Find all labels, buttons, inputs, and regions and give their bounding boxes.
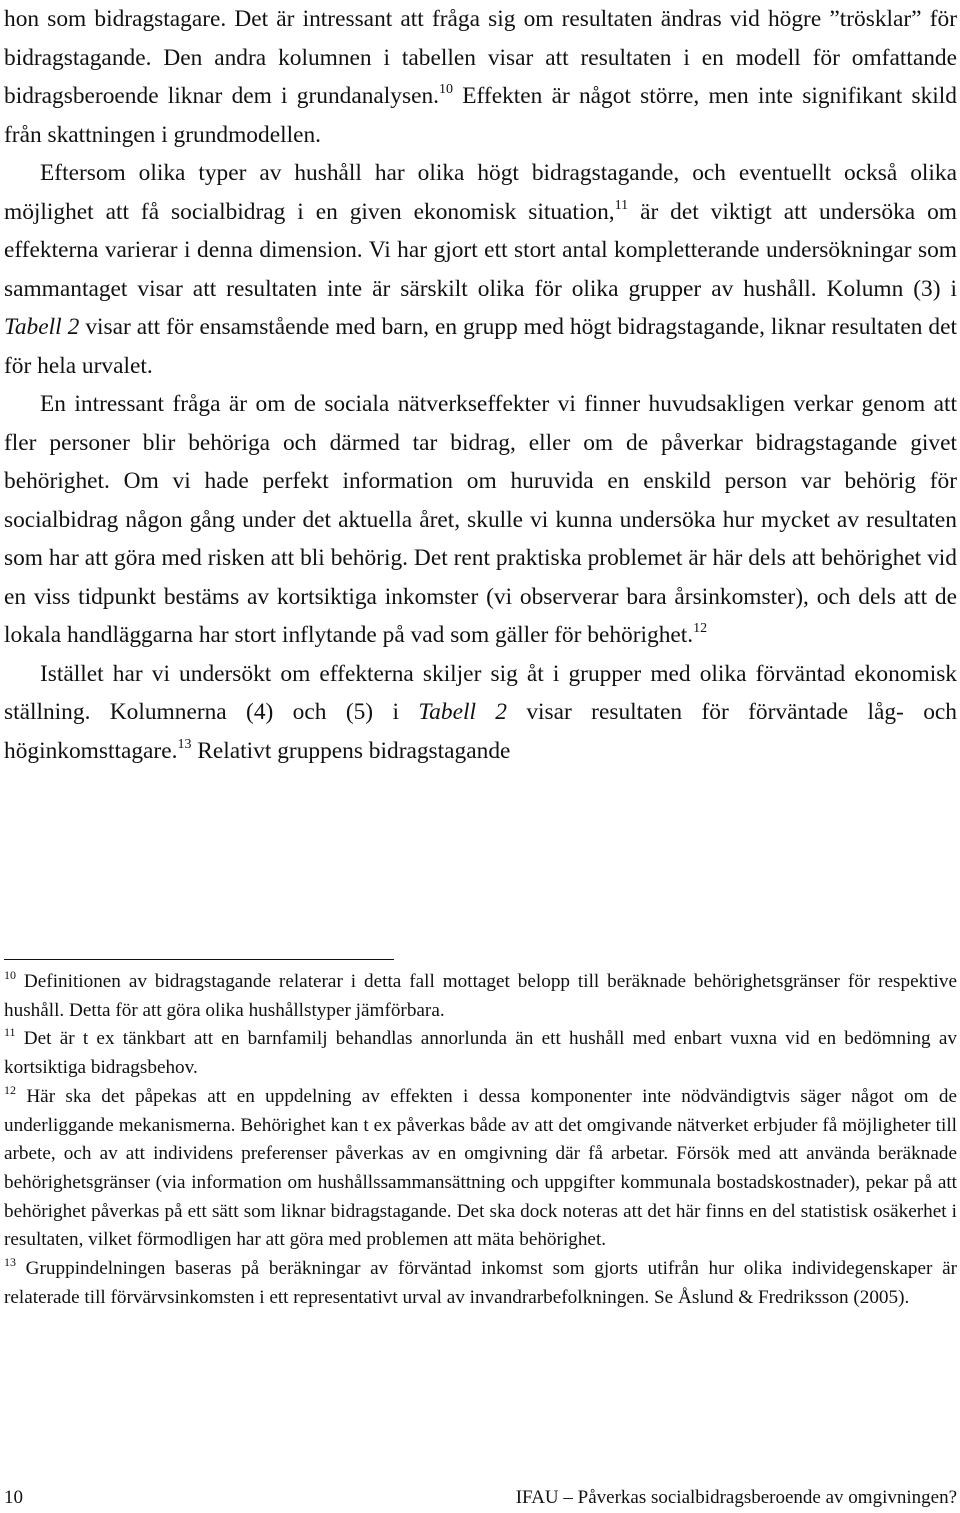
footnote-number: 13 [4,1255,16,1270]
paragraph-2: Eftersom olika typer av hushåll har olika högt bidragstagande, och eventuellt också olika möjlighet att få socialbidrag i en given ekonomisk situation,$^{11}$ är det viktigt att undersöka om effekterna varierar i denna dimension. Vi har gjort ett stort antal kompletterande undersökningar som sammantaget visar att resultaten inte är särskilt olika för olika grupper av hushåll. Kolumn (3) i Tabell 2 visar att för ensamstående med barn, en grupp med högt bidragstagande, liknar resultaten det för hela urvalet. [4,160,957,379]
footnote-number: 10 [4,968,16,982]
footnote-11: $^{11}$ Det är t ex tänkbart att en barnfamilj behandlas annorlunda än ett hushåll med enbart vuxna vid en bedömning av kortsiktiga bidragsbehov. [4,1025,957,1079]
page-number: 10 [4,1487,23,1508]
table-reference: Tabell 2 [4,314,80,340]
footnote-12: $^{12}$ Här ska det påpekas att en uppdelning av effekten i dessa komponenter inte nödvändigtvis säger något om de underliggande mekanismerna. Behörighet kan t ex påverkas både av att det omgivande nätverket erbjuder få möjligheter till arbete, och av att individens preferenser påverkas av en omgivning där få arbetar. Försök med att använda beräknade behörighetsgränser (via information om hushållssammansättning och uppgifter kommunala bostadskostnader), pekar på att behörighet påverkas på ett sätt som liknar bidragstagande. Det ska dock noteras att det här finns en del statistisk osäkerhet i resultaten, vilket förmodligen har att göra med problemen att mäta behörighet. [4,1082,957,1251]
footnote-10: $^{10}$ Definitionen av bidragstagande relaterar i detta fall mottaget belopp till beräknade behörighetsgränser för respektive hushåll. Detta för att göra olika hushållstyper jämförbara. [4,968,957,1021]
footnote-ref-12[interactable]: 12 [693,621,708,636]
paragraph-1: hon som bidragstagare. Det är intressant att fråga sig om resultaten ändras vid högre ”trösklar” för bidragstagande. Den andra kolumnen i tabellen visar att resultaten i en modell för omfattande bidragsberoende liknar dem i grundanalysen.$^{10}$ Effekten är något större, men inte signifikant skild från skattningen i grundmodellen. [4,6,957,148]
footnote-number: 12 [4,1082,16,1097]
paragraph-3: En intressant fråga är om de sociala nätverkseffekter vi finner huvudsakligen verkar genom att fler personer blir behöriga och därmed tar bidrag, eller om de påverkar bidragstagande givet behörighet. Om vi hade perfekt information om huruvida en enskild person var behörig för socialbidrag någon gång under det aktuella året, skulle vi kunna undersöka hur mycket av resultaten som har att göra med risken att bli behörig. Det rent praktiska problemet är här dels att behörighet vid en viss tidpunkt bestäms av kortsiktiga inkomster (vi observerar bara årsinkomster), och dels att de lokala handläggarna har stort inflytande på vad som gäller för behörighet.$^{12}$ [4,391,957,648]
footnote-ref-11[interactable]: 11 [614,197,629,213]
footnote-separator [4,959,394,960]
footnote-ref-10[interactable]: 10 [439,82,454,97]
footnote-number: 11 [4,1025,16,1040]
footnotes [4,968,957,1312]
paragraph-4: Istället har vi undersökt om effekterna skiljer sig åt i grupper med olika förväntad ekonomisk ställning. Kolumnerna (4) och (5) i Tabell 2 visar resultaten för förväntade låg- och höginkomsttagare.$^{13}$ Relativt gruppens bidragstagande [4,660,957,764]
table-reference: Tabell 2 [418,699,507,725]
footnote-13: $^{13}$ Gruppindelningen baseras på beräkningar av förväntad inkomst som gjorts utifrån hur olika individegenskaper är relaterade till förvärvsinkomsten i ett representativt urval av invandrarbefolkningen. Se Åslund & Fredriksson (2005). [4,1255,957,1308]
main-text [4,0,957,770]
running-title: IFAU – Påverkas socialbidragsberoende av omgivningen? [515,1487,957,1508]
footnote-ref-13[interactable]: 13 [177,736,192,752]
page-footer [4,1486,957,1510]
page-body [4,0,957,770]
